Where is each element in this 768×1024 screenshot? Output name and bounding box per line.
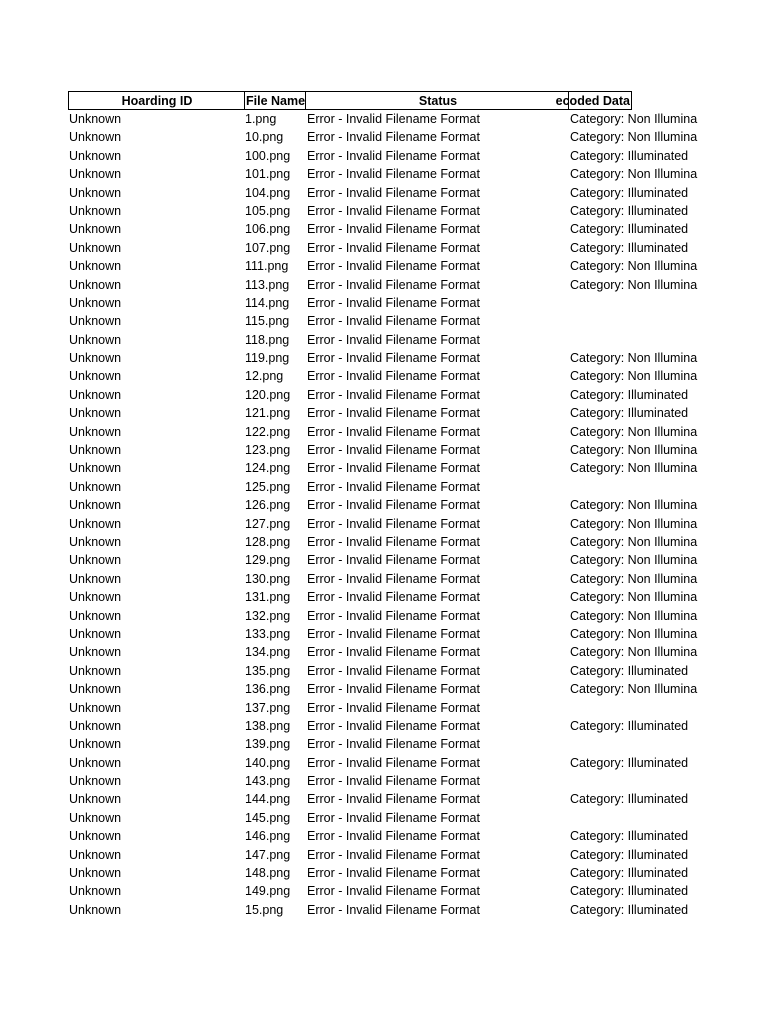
table-row bbox=[68, 184, 695, 202]
cell-file-name[interactable]: 10.png bbox=[245, 130, 284, 145]
cell-status[interactable]: Error - Invalid Filename Format bbox=[307, 810, 480, 825]
header-file-name[interactable]: File Name bbox=[244, 91, 305, 110]
cell-file-name[interactable]: 128.png bbox=[245, 534, 291, 549]
cell-status[interactable]: Error - Invalid Filename Format bbox=[307, 534, 480, 549]
header-row bbox=[68, 91, 695, 110]
table-row bbox=[68, 735, 695, 753]
cell-status[interactable]: Error - Invalid Filename Format bbox=[307, 295, 480, 310]
cell-status[interactable]: Error - Invalid Filename Format bbox=[307, 406, 480, 421]
cell-hoarding-id[interactable]: Unknown bbox=[69, 406, 122, 421]
cell-hoarding-id[interactable]: Unknown bbox=[69, 332, 122, 347]
header-decoded-data[interactable] bbox=[555, 91, 632, 110]
cell-hoarding-id[interactable]: Unknown bbox=[69, 645, 122, 660]
cell-hoarding-id[interactable]: Unknown bbox=[69, 829, 122, 844]
cell-status[interactable]: Error - Invalid Filename Format bbox=[307, 792, 480, 807]
cell-status[interactable]: Error - Invalid Filename Format bbox=[307, 829, 480, 844]
cell-status[interactable]: Error - Invalid Filename Format bbox=[307, 571, 480, 586]
cell-decoded-data[interactable] bbox=[568, 478, 695, 496]
cell-hoarding-id[interactable]: Unknown bbox=[69, 222, 122, 237]
table-row bbox=[68, 882, 695, 900]
cell-hoarding-id[interactable]: Unknown bbox=[69, 295, 122, 310]
cell-decoded-data[interactable]: Category: Illuminated bbox=[570, 718, 689, 733]
cell-hoarding-id[interactable]: Unknown bbox=[69, 737, 122, 752]
cell-status[interactable]: Error - Invalid Filename Format bbox=[307, 167, 480, 182]
cell-hoarding-id[interactable]: Unknown bbox=[69, 277, 122, 292]
cell-status[interactable]: Error - Invalid Filename Format bbox=[307, 755, 480, 770]
cell-hoarding-id[interactable]: Unknown bbox=[69, 718, 122, 733]
cell-status[interactable]: Error - Invalid Filename Format bbox=[307, 351, 480, 366]
header-decoded-data-label: ecoded Data bbox=[555, 94, 630, 108]
cell-decoded-data[interactable]: Category: Non Illumina bbox=[570, 645, 698, 660]
cell-file-name[interactable]: 133.png bbox=[245, 626, 291, 641]
cell-decoded-data[interactable]: Category: Illuminated bbox=[570, 884, 689, 899]
header-status[interactable]: Status bbox=[305, 91, 568, 110]
cell-decoded-data[interactable] bbox=[568, 312, 695, 330]
table-row bbox=[68, 478, 695, 496]
cell-status[interactable]: Error - Invalid Filename Format bbox=[307, 148, 480, 163]
cell-file-name[interactable]: 145.png bbox=[245, 810, 291, 825]
cell-hoarding-id[interactable]: Unknown bbox=[69, 608, 122, 623]
table-row bbox=[68, 790, 695, 808]
cell-status[interactable]: Error - Invalid Filename Format bbox=[307, 240, 480, 255]
header-hoarding-id[interactable]: Hoarding ID bbox=[68, 91, 244, 110]
table-row bbox=[68, 202, 695, 220]
cell-file-name[interactable]: 135.png bbox=[245, 663, 291, 678]
cell-file-name[interactable]: 148.png bbox=[245, 866, 291, 881]
cell-decoded-data[interactable]: Category: Illuminated bbox=[570, 847, 689, 862]
table-row bbox=[68, 607, 698, 625]
table-row bbox=[68, 459, 698, 477]
cell-status[interactable]: Error - Invalid Filename Format bbox=[307, 130, 480, 145]
cell-hoarding-id[interactable]: Unknown bbox=[69, 553, 122, 568]
cell-decoded-data[interactable]: Category: Illuminated bbox=[570, 829, 689, 844]
cell-status[interactable]: Error - Invalid Filename Format bbox=[307, 663, 480, 678]
cell-hoarding-id[interactable]: Unknown bbox=[69, 167, 122, 182]
cell-file-name[interactable]: 105.png bbox=[245, 203, 291, 218]
cell-status[interactable]: Error - Invalid Filename Format bbox=[307, 498, 480, 513]
cell-status[interactable]: Error - Invalid Filename Format bbox=[307, 314, 480, 329]
cell-hoarding-id[interactable]: Unknown bbox=[69, 387, 122, 402]
cell-status[interactable]: Error - Invalid Filename Format bbox=[307, 203, 480, 218]
cell-hoarding-id[interactable]: Unknown bbox=[69, 351, 122, 366]
table-row bbox=[68, 147, 695, 165]
table-row bbox=[68, 367, 698, 385]
cell-hoarding-id[interactable]: Unknown bbox=[69, 534, 122, 549]
table-row bbox=[68, 128, 698, 146]
cell-status[interactable]: Error - Invalid Filename Format bbox=[307, 553, 480, 568]
table-row bbox=[68, 276, 698, 294]
cell-decoded-data[interactable]: Category: Non Illumina bbox=[570, 516, 698, 531]
cell-file-name[interactable]: 15.png bbox=[245, 902, 284, 917]
cell-file-name[interactable]: 1.png bbox=[245, 112, 277, 126]
spreadsheet-table bbox=[68, 91, 698, 919]
cell-hoarding-id[interactable]: Unknown bbox=[69, 148, 122, 163]
table-row bbox=[68, 699, 695, 717]
cell-hoarding-id[interactable]: Unknown bbox=[69, 516, 122, 531]
cell-file-name[interactable]: 127.png bbox=[245, 516, 291, 531]
cell-hoarding-id[interactable]: Unknown bbox=[69, 498, 122, 513]
cell-file-name[interactable]: 12.png bbox=[245, 369, 284, 384]
cell-decoded-data[interactable]: Category: Illuminated bbox=[570, 902, 689, 917]
cell-status[interactable]: Error - Invalid Filename Format bbox=[307, 516, 480, 531]
cell-file-name[interactable]: 138.png bbox=[245, 718, 291, 733]
table-row bbox=[68, 827, 695, 845]
cell-hoarding-id[interactable]: Unknown bbox=[69, 479, 122, 494]
cell-status[interactable]: Error - Invalid Filename Format bbox=[307, 700, 480, 715]
cell-hoarding-id[interactable]: Unknown bbox=[69, 112, 122, 126]
cell-decoded-data[interactable]: Category: Illuminated bbox=[570, 240, 689, 255]
cell-file-name[interactable]: 129.png bbox=[245, 553, 291, 568]
table-row bbox=[68, 680, 698, 698]
cell-file-name[interactable]: 115.png bbox=[245, 314, 290, 329]
table-row bbox=[68, 588, 698, 606]
cell-file-name[interactable]: 121.png bbox=[245, 406, 291, 421]
cell-decoded-data[interactable]: Category: Non Illumina bbox=[570, 590, 698, 605]
cell-status[interactable]: Error - Invalid Filename Format bbox=[307, 737, 480, 752]
cell-decoded-data[interactable]: Category: Non Illumina bbox=[570, 443, 698, 458]
table-row bbox=[68, 386, 695, 404]
cell-file-name[interactable]: 137.png bbox=[245, 700, 291, 715]
cell-decoded-data[interactable]: Category: Non Illumina bbox=[570, 682, 698, 697]
cell-status[interactable]: Error - Invalid Filename Format bbox=[307, 590, 480, 605]
cell-decoded-data[interactable]: Category: Non Illumina bbox=[570, 112, 698, 126]
cell-decoded-data[interactable] bbox=[568, 699, 695, 717]
table-row bbox=[68, 220, 695, 238]
cell-file-name[interactable]: 118.png bbox=[245, 332, 290, 347]
table-row bbox=[68, 165, 698, 183]
cell-status[interactable]: Error - Invalid Filename Format bbox=[307, 884, 480, 899]
cell-decoded-data[interactable]: Category: Non Illumina bbox=[570, 424, 698, 439]
cell-file-name[interactable]: 114.png bbox=[245, 295, 290, 310]
cell-hoarding-id[interactable]: Unknown bbox=[69, 792, 122, 807]
cell-hoarding-id[interactable]: Unknown bbox=[69, 259, 122, 274]
cell-status[interactable]: Error - Invalid Filename Format bbox=[307, 608, 480, 623]
cell-hoarding-id[interactable]: Unknown bbox=[69, 663, 122, 678]
table-row bbox=[68, 772, 695, 790]
cell-decoded-data[interactable]: Category: Non Illumina bbox=[570, 369, 698, 384]
table-row bbox=[68, 312, 695, 330]
cell-file-name[interactable]: 123.png bbox=[245, 443, 291, 458]
cell-file-name[interactable]: 134.png bbox=[245, 645, 291, 660]
cell-decoded-data[interactable]: Category: Non Illumina bbox=[570, 608, 698, 623]
cell-status[interactable]: Error - Invalid Filename Format bbox=[307, 112, 480, 126]
cell-decoded-data[interactable]: Category: Non Illumina bbox=[570, 534, 698, 549]
table-row bbox=[68, 662, 695, 680]
cell-file-name[interactable]: 130.png bbox=[245, 571, 291, 586]
table-row bbox=[68, 625, 698, 643]
cell-decoded-data[interactable]: Category: Non Illumina bbox=[570, 130, 698, 145]
cell-status[interactable]: Error - Invalid Filename Format bbox=[307, 626, 480, 641]
cell-file-name[interactable]: 136.png bbox=[245, 682, 291, 697]
cell-hoarding-id[interactable]: Unknown bbox=[69, 774, 122, 789]
cell-status[interactable]: Error - Invalid Filename Format bbox=[307, 866, 480, 881]
cell-file-name[interactable]: 101.png bbox=[245, 167, 291, 182]
cell-hoarding-id[interactable]: Unknown bbox=[69, 866, 122, 881]
cell-decoded-data[interactable]: Category: Illuminated bbox=[570, 406, 689, 421]
cell-decoded-data[interactable]: Category: Non Illumina bbox=[570, 498, 698, 513]
cell-status[interactable]: Error - Invalid Filename Format bbox=[307, 369, 480, 384]
table-row bbox=[68, 239, 695, 257]
cell-hoarding-id[interactable]: Unknown bbox=[69, 682, 122, 697]
cell-decoded-data[interactable] bbox=[568, 809, 695, 827]
cell-hoarding-id[interactable]: Unknown bbox=[69, 203, 122, 218]
table-row bbox=[68, 423, 698, 441]
cell-status[interactable]: Error - Invalid Filename Format bbox=[307, 332, 480, 347]
cell-decoded-data[interactable]: Category: Non Illumina bbox=[570, 461, 698, 476]
table-row bbox=[68, 846, 695, 864]
table-row bbox=[68, 441, 698, 459]
cell-status[interactable]: Error - Invalid Filename Format bbox=[307, 847, 480, 862]
cell-decoded-data[interactable]: Category: Illuminated bbox=[570, 203, 689, 218]
cell-hoarding-id[interactable]: Unknown bbox=[69, 185, 122, 200]
table-row bbox=[68, 809, 695, 827]
cell-hoarding-id[interactable]: Unknown bbox=[69, 810, 122, 825]
cell-decoded-data[interactable]: Category: Illuminated bbox=[570, 663, 689, 678]
cell-status[interactable]: Error - Invalid Filename Format bbox=[307, 387, 480, 402]
cell-file-name[interactable]: 149.png bbox=[245, 884, 291, 899]
cell-status[interactable]: Error - Invalid Filename Format bbox=[307, 682, 480, 697]
cell-decoded-data[interactable]: Category: Illuminated bbox=[570, 185, 689, 200]
table-body bbox=[68, 110, 698, 919]
table-row bbox=[68, 331, 695, 349]
cell-file-name[interactable]: 122.png bbox=[245, 424, 291, 439]
cell-file-name[interactable]: 124.png bbox=[245, 461, 291, 476]
cell-hoarding-id[interactable]: Unknown bbox=[69, 902, 122, 917]
table-row bbox=[68, 643, 698, 661]
table-row bbox=[68, 551, 698, 569]
cell-decoded-data[interactable] bbox=[568, 772, 695, 790]
cell-status[interactable]: Error - Invalid Filename Format bbox=[307, 185, 480, 200]
cell-decoded-data[interactable] bbox=[568, 294, 695, 312]
cell-status[interactable]: Error - Invalid Filename Format bbox=[307, 645, 480, 660]
table-row bbox=[68, 717, 695, 735]
cell-file-name[interactable]: 119.png bbox=[245, 351, 290, 366]
cell-decoded-data[interactable] bbox=[568, 735, 695, 753]
cell-file-name[interactable]: 126.png bbox=[245, 498, 291, 513]
cell-file-name[interactable]: 100.png bbox=[245, 148, 291, 163]
cell-decoded-data[interactable]: Category: Non Illumina bbox=[570, 277, 698, 292]
cell-hoarding-id[interactable]: Unknown bbox=[69, 847, 122, 862]
table-row bbox=[68, 257, 698, 275]
cell-decoded-data[interactable]: Category: Illuminated bbox=[570, 866, 689, 881]
cell-status[interactable]: Error - Invalid Filename Format bbox=[307, 259, 480, 274]
cell-hoarding-id[interactable]: Unknown bbox=[69, 571, 122, 586]
cell-hoarding-id[interactable]: Unknown bbox=[69, 424, 122, 439]
cell-file-name[interactable]: 107.png bbox=[245, 240, 291, 255]
cell-decoded-data[interactable]: Category: Illuminated bbox=[570, 792, 689, 807]
cell-file-name[interactable]: 143.png bbox=[245, 774, 291, 789]
cell-status[interactable]: Error - Invalid Filename Format bbox=[307, 424, 480, 439]
cell-hoarding-id[interactable]: Unknown bbox=[69, 884, 122, 899]
cell-file-name[interactable]: 139.png bbox=[245, 737, 291, 752]
cell-decoded-data[interactable]: Category: Non Illumina bbox=[570, 351, 698, 366]
cell-hoarding-id[interactable]: Unknown bbox=[69, 700, 122, 715]
cell-status[interactable]: Error - Invalid Filename Format bbox=[307, 902, 480, 917]
cell-status[interactable]: Error - Invalid Filename Format bbox=[307, 443, 480, 458]
table-row bbox=[68, 294, 695, 312]
cell-decoded-data[interactable]: Category: Illuminated bbox=[570, 387, 689, 402]
cell-file-name[interactable]: 113.png bbox=[245, 277, 290, 292]
table-row bbox=[68, 404, 695, 422]
cell-file-name[interactable]: 144.png bbox=[245, 792, 291, 807]
cell-file-name[interactable]: 125.png bbox=[245, 479, 291, 494]
cell-hoarding-id[interactable]: Unknown bbox=[69, 240, 122, 255]
cell-file-name[interactable]: 131.png bbox=[245, 590, 291, 605]
table-row bbox=[68, 110, 698, 128]
table-row bbox=[68, 515, 698, 533]
cell-hoarding-id[interactable]: Unknown bbox=[69, 461, 122, 476]
cell-file-name[interactable]: 140.png bbox=[245, 755, 291, 770]
table-row bbox=[68, 349, 698, 367]
table-row bbox=[68, 901, 695, 919]
table-row bbox=[68, 754, 695, 772]
table-row bbox=[68, 864, 695, 882]
cell-file-name[interactable]: 147.png bbox=[245, 847, 291, 862]
cell-decoded-data[interactable] bbox=[568, 331, 695, 349]
cell-decoded-data[interactable]: Category: Non Illumina bbox=[570, 167, 698, 182]
cell-file-name[interactable]: 132.png bbox=[245, 608, 291, 623]
cell-hoarding-id[interactable]: Unknown bbox=[69, 626, 122, 641]
cell-status[interactable]: Error - Invalid Filename Format bbox=[307, 222, 480, 237]
cell-hoarding-id[interactable]: Unknown bbox=[69, 314, 122, 329]
cell-status[interactable]: Error - Invalid Filename Format bbox=[307, 774, 480, 789]
cell-hoarding-id[interactable]: Unknown bbox=[69, 755, 122, 770]
cell-hoarding-id[interactable]: Unknown bbox=[69, 369, 122, 384]
cell-decoded-data[interactable]: Category: Non Illumina bbox=[570, 553, 698, 568]
cell-file-name[interactable]: 146.png bbox=[245, 829, 291, 844]
cell-decoded-data[interactable]: Category: Illuminated bbox=[570, 148, 689, 163]
cell-file-name[interactable]: 104.png bbox=[245, 185, 291, 200]
table-row bbox=[68, 496, 698, 514]
cell-hoarding-id[interactable]: Unknown bbox=[69, 130, 122, 145]
cell-file-name[interactable]: 106.png bbox=[245, 222, 291, 237]
cell-decoded-data[interactable]: Category: Illuminated bbox=[570, 755, 689, 770]
cell-decoded-data[interactable]: Category: Non Illumina bbox=[570, 571, 698, 586]
cell-decoded-data[interactable]: Category: Illuminated bbox=[570, 222, 689, 237]
cell-status[interactable]: Error - Invalid Filename Format bbox=[307, 479, 480, 494]
table-row bbox=[68, 533, 698, 551]
cell-status[interactable]: Error - Invalid Filename Format bbox=[307, 461, 480, 476]
cell-decoded-data[interactable]: Category: Non Illumina bbox=[570, 259, 698, 274]
cell-status[interactable]: Error - Invalid Filename Format bbox=[307, 277, 480, 292]
cell-hoarding-id[interactable]: Unknown bbox=[69, 443, 122, 458]
cell-status[interactable]: Error - Invalid Filename Format bbox=[307, 718, 480, 733]
cell-file-name[interactable]: 120.png bbox=[245, 387, 291, 402]
cell-file-name[interactable]: 111.png bbox=[245, 259, 289, 274]
cell-decoded-data[interactable]: Category: Non Illumina bbox=[570, 626, 698, 641]
table-row bbox=[68, 570, 698, 588]
cell-hoarding-id[interactable]: Unknown bbox=[69, 590, 122, 605]
